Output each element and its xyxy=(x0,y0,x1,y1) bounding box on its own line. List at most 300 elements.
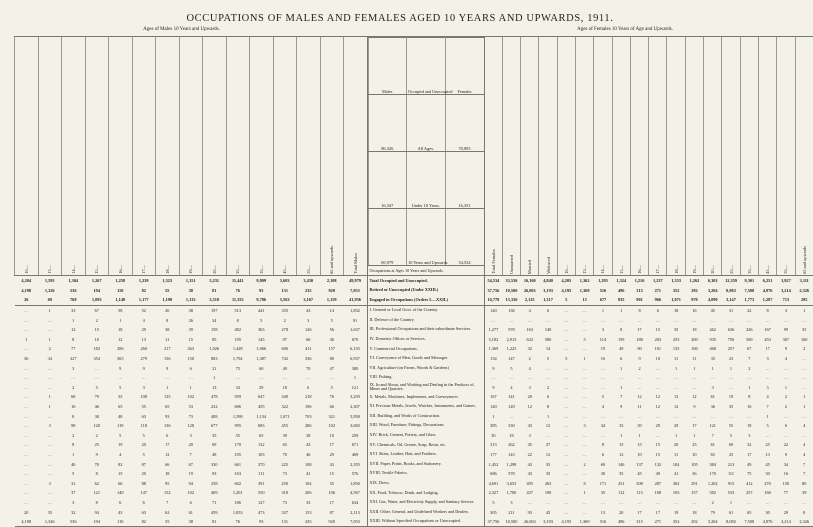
female-value: 49 xyxy=(612,344,630,354)
female-value: 19 xyxy=(667,507,685,517)
male-value: … xyxy=(15,383,39,393)
male-value: 1,026 xyxy=(203,344,227,354)
female-value: 17 xyxy=(740,450,758,460)
male-value: 391 xyxy=(250,478,274,488)
female-value: 1 xyxy=(594,305,612,315)
female-value: 211 xyxy=(502,507,520,517)
male-value: 30 xyxy=(85,411,109,421)
male-value: 1,071 xyxy=(273,411,297,421)
male-col-header xyxy=(156,37,180,276)
summary-cell: 16,351 xyxy=(445,152,484,209)
male-value: 17 xyxy=(320,498,344,508)
female-value: 26,063 xyxy=(521,286,539,296)
male-value: 1,190 xyxy=(156,295,180,305)
male-value: 76 xyxy=(320,392,344,402)
female-col-header xyxy=(557,37,575,276)
female-value: 30 xyxy=(594,469,612,479)
female-value: 114 xyxy=(594,335,612,345)
female-value: 16 xyxy=(594,354,612,364)
female-value: … xyxy=(612,373,630,383)
female-col-header xyxy=(649,37,667,276)
male-value: 41,936 xyxy=(344,295,368,305)
male-value: 69 xyxy=(203,440,227,450)
male-value: 4,198 xyxy=(15,286,39,296)
male-ages-heading: Ages of Males 10 Years and Upwards. xyxy=(14,27,349,33)
male-value: 98 xyxy=(62,421,86,431)
female-value: 5 xyxy=(502,363,520,373)
female-value: … xyxy=(795,363,813,373)
female-value: … xyxy=(649,315,667,325)
female-value: 65 xyxy=(704,450,722,460)
male-value: 9 xyxy=(132,363,156,373)
summary-header: Occupied and Unoccupied xyxy=(407,38,446,95)
male-value: … xyxy=(15,421,39,431)
male-value: 55 xyxy=(320,478,344,488)
male-value: 15 xyxy=(85,325,109,335)
table-row xyxy=(15,315,813,325)
male-value: 6,135 xyxy=(344,344,368,354)
female-value: … xyxy=(557,373,575,383)
male-value: 82 xyxy=(132,517,156,527)
male-value: … xyxy=(15,325,39,335)
female-value: 37,756 xyxy=(484,517,502,527)
female-value: 37,756 xyxy=(484,286,502,296)
male-value: 35 xyxy=(203,431,227,441)
male-col-header xyxy=(132,37,156,276)
female-value: … xyxy=(521,411,539,421)
occupation-label: XVI. Skins, Leather, Hair, and Feathers. xyxy=(367,450,484,460)
female-value: 966 xyxy=(649,295,667,305)
female-value: 3,204 xyxy=(704,517,722,527)
female-col-label: 13— xyxy=(582,263,587,274)
male-value: 217 xyxy=(156,344,180,354)
female-value: 2 xyxy=(704,498,722,508)
female-col-header xyxy=(667,37,685,276)
female-value: 1,317 xyxy=(539,295,557,305)
female-value: 1,298 xyxy=(502,459,520,469)
female-value: 12 xyxy=(521,402,539,412)
male-value: 20 xyxy=(179,440,203,450)
female-value: 213 xyxy=(722,459,740,469)
female-value: 496 xyxy=(612,286,630,296)
male-value: 321 xyxy=(320,411,344,421)
female-value: … xyxy=(575,469,593,479)
female-value: 17 xyxy=(630,507,648,517)
female-value: 2 xyxy=(630,363,648,373)
occupation-label: XXII. Other, General, and Undefined Workers and Dealers. xyxy=(367,507,484,517)
male-value: 32 xyxy=(62,507,86,517)
male-value: 36 xyxy=(15,354,39,364)
male-value: 70 xyxy=(297,363,321,373)
female-value: … xyxy=(539,431,557,441)
summary-cell: 70,895 xyxy=(445,95,484,152)
female-value: 18 xyxy=(740,421,758,431)
male-value: 39 xyxy=(273,431,297,441)
summary-cell: 86,326 xyxy=(368,95,407,152)
female-value: 835 xyxy=(612,295,630,305)
male-value: 1,387 xyxy=(250,354,274,364)
male-value: 441 xyxy=(250,305,274,315)
female-value: 2,327 xyxy=(484,488,502,498)
female-value: 3,147 xyxy=(722,295,740,305)
male-value: 67 xyxy=(85,305,109,315)
male-value: 12 xyxy=(62,325,86,335)
occupation-label: II. Defence of the Country. xyxy=(367,315,484,325)
page-title: OCCUPATIONS OF MALES AND FEMALES AGED 10 YEARS AND UPWARDS, 1911. xyxy=(0,13,800,24)
female-value: … xyxy=(685,411,703,421)
male-value: 91 xyxy=(344,315,368,325)
female-value: 29 xyxy=(667,421,685,431)
female-col-label: 19— xyxy=(692,263,697,274)
female-value: 23 xyxy=(722,354,740,364)
male-value: 13 xyxy=(203,383,227,393)
female-value: … xyxy=(685,315,703,325)
female-value: 69 xyxy=(722,440,740,450)
male-value: 1,304 xyxy=(62,276,86,286)
female-value: 1,369 xyxy=(575,286,593,296)
male-value: 46 xyxy=(62,459,86,469)
female-value: 105 xyxy=(685,459,703,469)
female-value: … xyxy=(575,402,593,412)
male-value: 5 xyxy=(320,383,344,393)
female-col-header xyxy=(704,37,722,276)
male-value: … xyxy=(15,478,39,488)
male-value: 1,595 xyxy=(38,276,62,286)
male-value: 1,133 xyxy=(179,295,203,305)
male-value: 11,355 xyxy=(226,295,250,305)
female-value: 6 xyxy=(777,421,795,431)
male-value: 55 xyxy=(156,517,180,527)
female-value: 11 xyxy=(685,354,703,364)
male-value: 5 xyxy=(320,315,344,325)
female-value: 9,301 xyxy=(740,276,758,286)
male-value: 2,355 xyxy=(344,459,368,469)
male-value: 1,201 xyxy=(226,488,250,498)
male-value: … xyxy=(38,459,62,469)
female-value: 271 xyxy=(649,517,667,527)
female-value: 367 xyxy=(777,335,795,345)
female-value: 171 xyxy=(594,478,612,488)
female-value: 5 xyxy=(557,354,575,364)
female-value: 6 xyxy=(594,450,612,460)
female-col-label: 65 and upwards xyxy=(802,244,807,274)
female-value: 4,099 xyxy=(704,295,722,305)
male-value: … xyxy=(38,363,62,373)
male-value: 38 xyxy=(179,305,203,315)
male-value: 55 xyxy=(109,392,133,402)
female-value: 7 xyxy=(795,459,813,469)
female-value: … xyxy=(521,315,539,325)
male-value: 7,053 xyxy=(344,286,368,296)
female-value: … xyxy=(758,373,776,383)
female-value: 136 xyxy=(502,305,520,315)
male-value: 15 xyxy=(109,469,133,479)
female-value: 14 xyxy=(539,344,557,354)
female-value: 3 xyxy=(758,354,776,364)
male-value: 156 xyxy=(156,354,180,364)
female-value: 22 xyxy=(521,450,539,460)
male-value: 335 xyxy=(273,305,297,315)
female-value: 437 xyxy=(521,488,539,498)
female-value: 3 xyxy=(740,431,758,441)
male-value: 8 xyxy=(85,498,109,508)
male-value: 602 xyxy=(226,478,250,488)
table-row xyxy=(15,431,813,441)
male-value: 82 xyxy=(132,286,156,296)
female-value: 11 xyxy=(667,354,685,364)
female-value: 1,262 xyxy=(685,276,703,286)
female-value: 150 xyxy=(777,478,795,488)
female-value: 7,508 xyxy=(740,517,758,527)
female-value: 167 xyxy=(484,392,502,402)
summary-box xyxy=(367,37,484,276)
female-value: … xyxy=(575,498,593,508)
female-value: … xyxy=(795,383,813,393)
male-col-label: 25— xyxy=(235,263,240,274)
male-value: 1 xyxy=(156,383,180,393)
male-value: 6 xyxy=(132,498,156,508)
female-value: 7 xyxy=(612,392,630,402)
female-value: 160 xyxy=(795,335,813,345)
female-value: … xyxy=(557,421,575,431)
male-value: 81 xyxy=(203,286,227,296)
female-value: 2,125 xyxy=(521,295,539,305)
male-value: 7 xyxy=(179,450,203,460)
female-value: 45 xyxy=(630,469,648,479)
female-value: 9 xyxy=(685,402,703,412)
male-value: 1,159 xyxy=(320,295,344,305)
female-value: 677 xyxy=(594,295,612,305)
male-value: 1,093 xyxy=(85,295,109,305)
male-value: 186 xyxy=(226,498,250,508)
female-value: 292 xyxy=(685,517,703,527)
male-value: 5 xyxy=(132,450,156,460)
male-value: … xyxy=(38,373,62,383)
female-col-header xyxy=(685,37,703,276)
occupation-label: XIV. Brick, Cement, Pottery, and Glass. xyxy=(367,431,484,441)
male-value: … xyxy=(132,373,156,383)
female-value: 30 xyxy=(484,431,502,441)
male-col-header xyxy=(250,37,274,276)
female-value: 257 xyxy=(722,344,740,354)
female-value: 1,277 xyxy=(484,325,502,335)
female-value: … xyxy=(758,431,776,441)
female-value: 5 xyxy=(575,335,593,345)
female-value: 190 xyxy=(539,488,557,498)
female-value: … xyxy=(740,373,758,383)
female-value: 79 xyxy=(704,507,722,517)
female-value: 8 xyxy=(758,305,776,315)
female-value: 32 xyxy=(521,344,539,354)
female-value: 20 xyxy=(612,507,630,517)
female-value: 496 xyxy=(612,517,630,527)
male-value: … xyxy=(15,402,39,412)
female-value: 80 xyxy=(795,478,813,488)
female-value: 1 xyxy=(575,354,593,364)
female-value: 15 xyxy=(649,450,667,460)
female-value: … xyxy=(612,315,630,325)
male-value: 43 xyxy=(297,305,321,315)
male-value: 34 xyxy=(38,354,62,364)
female-value: 4 xyxy=(521,305,539,315)
female-value: 111 xyxy=(722,469,740,479)
female-value: 35 xyxy=(539,459,557,469)
male-value: 5 xyxy=(109,383,133,393)
summary-row xyxy=(368,95,484,152)
male-value: 197 xyxy=(203,305,227,315)
female-value: … xyxy=(685,383,703,393)
male-value: 52 xyxy=(132,305,156,315)
female-value: 5,182 xyxy=(484,335,502,345)
occupation-label: XXIII. Without Specified Occupations or Unoccupied. xyxy=(367,517,484,527)
male-col-label: 10— xyxy=(24,263,29,274)
male-value: 232 xyxy=(203,402,227,412)
female-value: 33,536 xyxy=(502,276,520,286)
female-value: 143 xyxy=(502,450,520,460)
occupation-label: Engaged in Occupations (Orders I.—XXII.) xyxy=(367,295,484,305)
female-value: 9 xyxy=(630,354,648,364)
female-value: 154 xyxy=(484,354,502,364)
male-value: 8 xyxy=(62,411,86,421)
female-value: … xyxy=(667,383,685,393)
male-value: 1,637 xyxy=(344,325,368,335)
female-value: 1,369 xyxy=(484,344,502,354)
table-row xyxy=(15,488,813,498)
female-value: … xyxy=(557,459,575,469)
male-value: 77 xyxy=(62,344,86,354)
male-value: 80 xyxy=(320,354,344,364)
female-value: 4 xyxy=(502,383,520,393)
female-value: … xyxy=(502,373,520,383)
female-value: 112 xyxy=(612,488,630,498)
female-value: 1,773 xyxy=(740,295,758,305)
female-value: 61 xyxy=(704,392,722,402)
female-value: 7 xyxy=(795,469,813,479)
male-value: 29 xyxy=(320,450,344,460)
male-value: 4,567 xyxy=(344,488,368,498)
male-value: 6 xyxy=(109,498,133,508)
male-value: 455 xyxy=(273,421,297,431)
female-value: 8 xyxy=(575,478,593,488)
female-value: 5 xyxy=(557,295,575,305)
female-value: 10 xyxy=(649,354,667,364)
female-value: 1 xyxy=(795,305,813,315)
female-value: 37 xyxy=(539,440,557,450)
female-value: … xyxy=(575,305,593,315)
occupation-label: XV. Chemicals, Oil, Grease, Soap, Resin, etc. xyxy=(367,440,484,450)
male-value: 2 xyxy=(62,431,86,441)
female-value: … xyxy=(630,383,648,393)
male-col-label: 65 and upwards. xyxy=(329,243,334,274)
female-value: 108 xyxy=(649,488,667,498)
male-value: 119 xyxy=(109,421,133,431)
male-value: 132 xyxy=(250,440,274,450)
female-value: 141 xyxy=(502,392,520,402)
male-value: … xyxy=(15,411,39,421)
female-value: 6,303 xyxy=(704,276,722,286)
female-value: 352 xyxy=(667,517,685,527)
table-row xyxy=(15,459,813,469)
male-value: 235 xyxy=(297,517,321,527)
male-value: 4,198 xyxy=(15,517,39,527)
female-value: 9 xyxy=(777,450,795,460)
male-value: 66 xyxy=(156,459,180,469)
male-col-label: 16— xyxy=(118,263,123,274)
male-value: 69 xyxy=(38,295,62,305)
male-value: 2 xyxy=(62,383,86,393)
male-value: 93 xyxy=(250,286,274,296)
female-value: 8 xyxy=(630,305,648,315)
female-value: … xyxy=(722,315,740,325)
male-value: 29 xyxy=(250,383,274,393)
male-value: 1,066 xyxy=(250,344,274,354)
female-value: 7,508 xyxy=(740,286,758,296)
female-value: … xyxy=(575,440,593,450)
female-value: 5 xyxy=(484,498,502,508)
table-row xyxy=(15,383,813,393)
female-value: 16 xyxy=(740,402,758,412)
male-value: 73 xyxy=(273,498,297,508)
male-col-label: 14— xyxy=(71,263,76,274)
male-value: 126 xyxy=(297,325,321,335)
occupation-label: XVII. Paper, Prints, Books, and Stationery. xyxy=(367,459,484,469)
female-value: 2 xyxy=(795,344,813,354)
male-value: 365 xyxy=(109,354,133,364)
male-col-header xyxy=(273,37,297,276)
male-value: 60 xyxy=(250,363,274,373)
male-value: 194 xyxy=(85,286,109,296)
male-value: 36 xyxy=(320,335,344,345)
male-value: 195 xyxy=(226,335,250,345)
male-value: 336 xyxy=(297,354,321,364)
male-value: 1,794 xyxy=(226,354,250,364)
male-value: 170 xyxy=(226,440,250,450)
table-row xyxy=(15,450,813,460)
male-value: 19 xyxy=(109,440,133,450)
male-value: … xyxy=(15,392,39,402)
table-row xyxy=(15,517,813,527)
female-value: 315 xyxy=(630,286,648,296)
female-value: 35 xyxy=(594,488,612,498)
female-value: 1 xyxy=(722,498,740,508)
female-value: 1 xyxy=(722,363,740,373)
female-value: 4,195 xyxy=(557,286,575,296)
female-value: … xyxy=(594,431,612,441)
female-value: 569 xyxy=(740,335,758,345)
female-value: 9 xyxy=(612,402,630,412)
male-value: 2,108 xyxy=(320,276,344,286)
male-value: … xyxy=(38,383,62,393)
female-value: 188 xyxy=(630,335,648,345)
male-value: … xyxy=(15,344,39,354)
male-value: 1 xyxy=(38,305,62,315)
male-col-header xyxy=(109,37,133,276)
female-value: 6,251 xyxy=(758,276,776,286)
male-value: 235 xyxy=(297,286,321,296)
male-value: 920 xyxy=(320,286,344,296)
male-value: 87 xyxy=(132,459,156,469)
female-value: 468 xyxy=(704,344,722,354)
male-value: 14 xyxy=(320,305,344,315)
male-value: … xyxy=(15,440,39,450)
summary-header: Males xyxy=(368,38,407,95)
male-value: 131 xyxy=(273,517,297,527)
female-value: 5 xyxy=(758,421,776,431)
male-value: … xyxy=(156,373,180,383)
male-value: 380 xyxy=(344,363,368,373)
female-value: 25 xyxy=(685,440,703,450)
male-value: … xyxy=(38,488,62,498)
